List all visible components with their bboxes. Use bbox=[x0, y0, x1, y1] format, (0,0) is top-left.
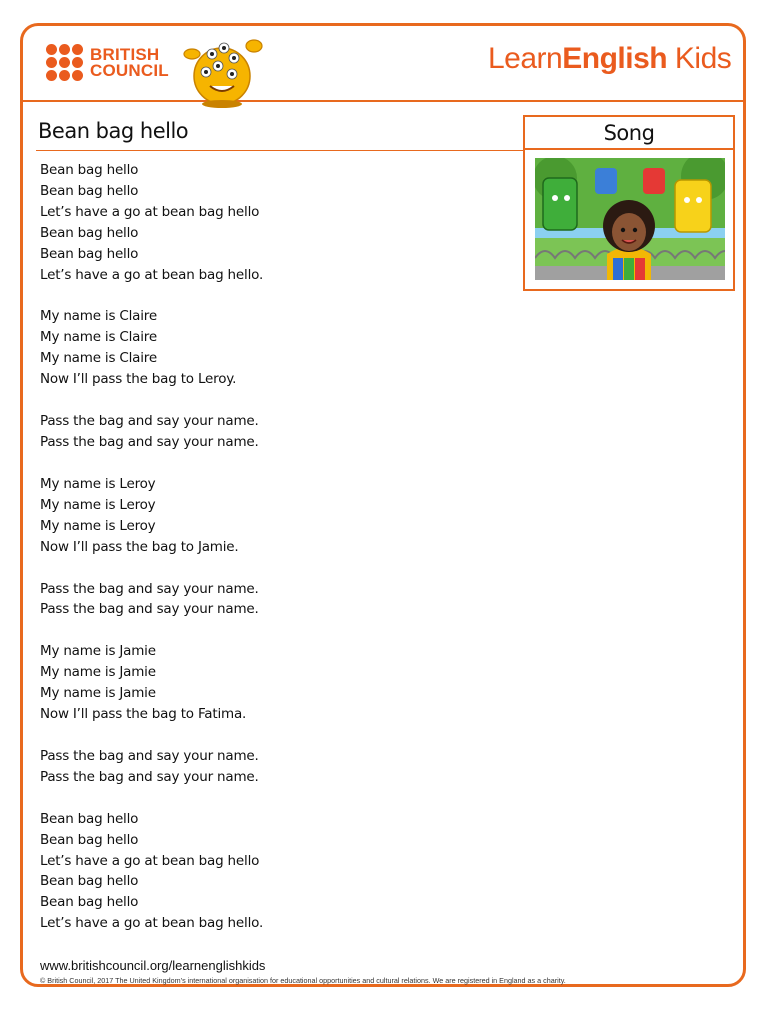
stanza bbox=[40, 809, 510, 934]
lyric-line: Let’s have a go at bean bag hello. bbox=[40, 266, 264, 283]
lyric-line: Now I’ll pass the bag to Jamie. bbox=[40, 538, 239, 555]
lyric-line: My name is Claire bbox=[40, 308, 157, 325]
title-underline bbox=[36, 150, 524, 151]
lyric-line: Bean bag hello bbox=[40, 894, 139, 911]
lyric-line: Now I’ll pass the bag to Leroy. bbox=[40, 371, 237, 388]
lyric-line: Pass the bag and say your name. bbox=[40, 413, 259, 430]
lyric-line: My name is Leroy bbox=[40, 496, 156, 513]
stanza bbox=[40, 474, 510, 558]
logo-learn: Learn bbox=[488, 42, 563, 75]
british-council-wordmark bbox=[90, 44, 169, 80]
lyric-line: My name is Leroy bbox=[40, 475, 156, 492]
stanza bbox=[40, 306, 510, 390]
lyric-line: Bean bag hello bbox=[40, 810, 139, 827]
stanza bbox=[40, 641, 510, 725]
logo-kids: Kids bbox=[667, 42, 732, 75]
lyric-line: Pass the bag and say your name. bbox=[40, 433, 259, 450]
lyric-line: Now I’ll pass the bag to Fatima. bbox=[40, 706, 247, 723]
lyric-line: Bean bag hello bbox=[40, 162, 139, 178]
stanza bbox=[40, 579, 510, 621]
lyric-line: Pass the bag and say your name. bbox=[40, 747, 259, 764]
lyric-line: Pass the bag and say your name. bbox=[40, 580, 259, 597]
lyric-line: Pass the bag and say your name. bbox=[40, 601, 259, 618]
lyric-line: Let’s have a go at bean bag hello. bbox=[40, 915, 264, 932]
lyric-line: Let’s have a go at bean bag hello bbox=[40, 203, 260, 220]
stanza bbox=[40, 411, 510, 453]
lyric-line: Bean bag hello bbox=[40, 831, 139, 848]
lyric-line: My name is Jamie bbox=[40, 685, 156, 702]
lyric-line: Bean bag hello bbox=[40, 224, 139, 241]
lyric-line: Bean bag hello bbox=[40, 873, 139, 890]
lyric-line: My name is Jamie bbox=[40, 643, 156, 660]
stanza bbox=[40, 160, 510, 285]
song-label: Song bbox=[525, 117, 733, 150]
song-panel bbox=[523, 115, 735, 291]
stanza bbox=[40, 746, 510, 788]
british-council-logo bbox=[46, 44, 169, 81]
monster-mascot-icon bbox=[178, 32, 264, 108]
lyric-line: My name is Claire bbox=[40, 329, 157, 346]
page-title: Bean bag hello bbox=[38, 119, 189, 143]
lyric-line: My name is Jamie bbox=[40, 664, 156, 681]
lyric-line: Bean bag hello bbox=[40, 245, 139, 262]
learnenglish-kids-logo bbox=[488, 42, 731, 76]
brand-line-1: BRITISH bbox=[90, 44, 160, 64]
british-council-dots-icon bbox=[46, 44, 83, 81]
header-divider bbox=[23, 100, 743, 102]
footer-url[interactable]: www.britishcouncil.org/learnenglishkids bbox=[40, 958, 266, 973]
song-video-thumbnail[interactable] bbox=[535, 158, 725, 280]
brand-line-2: COUNCIL bbox=[90, 60, 169, 80]
lyric-line: My name is Leroy bbox=[40, 517, 156, 534]
lyric-line: My name is Claire bbox=[40, 350, 157, 367]
lyric-line: Bean bag hello bbox=[40, 182, 139, 199]
footer-copyright: © British Council, 2017 The United Kingdom’s international organisation for educational opportunities and cultural relations. We are registered in England as a charity. bbox=[40, 976, 566, 985]
lyric-line: Let’s have a go at bean bag hello bbox=[40, 852, 260, 869]
song-lyrics bbox=[40, 160, 510, 955]
lyric-line: Pass the bag and say your name. bbox=[40, 768, 259, 785]
logo-english: English bbox=[562, 42, 668, 75]
